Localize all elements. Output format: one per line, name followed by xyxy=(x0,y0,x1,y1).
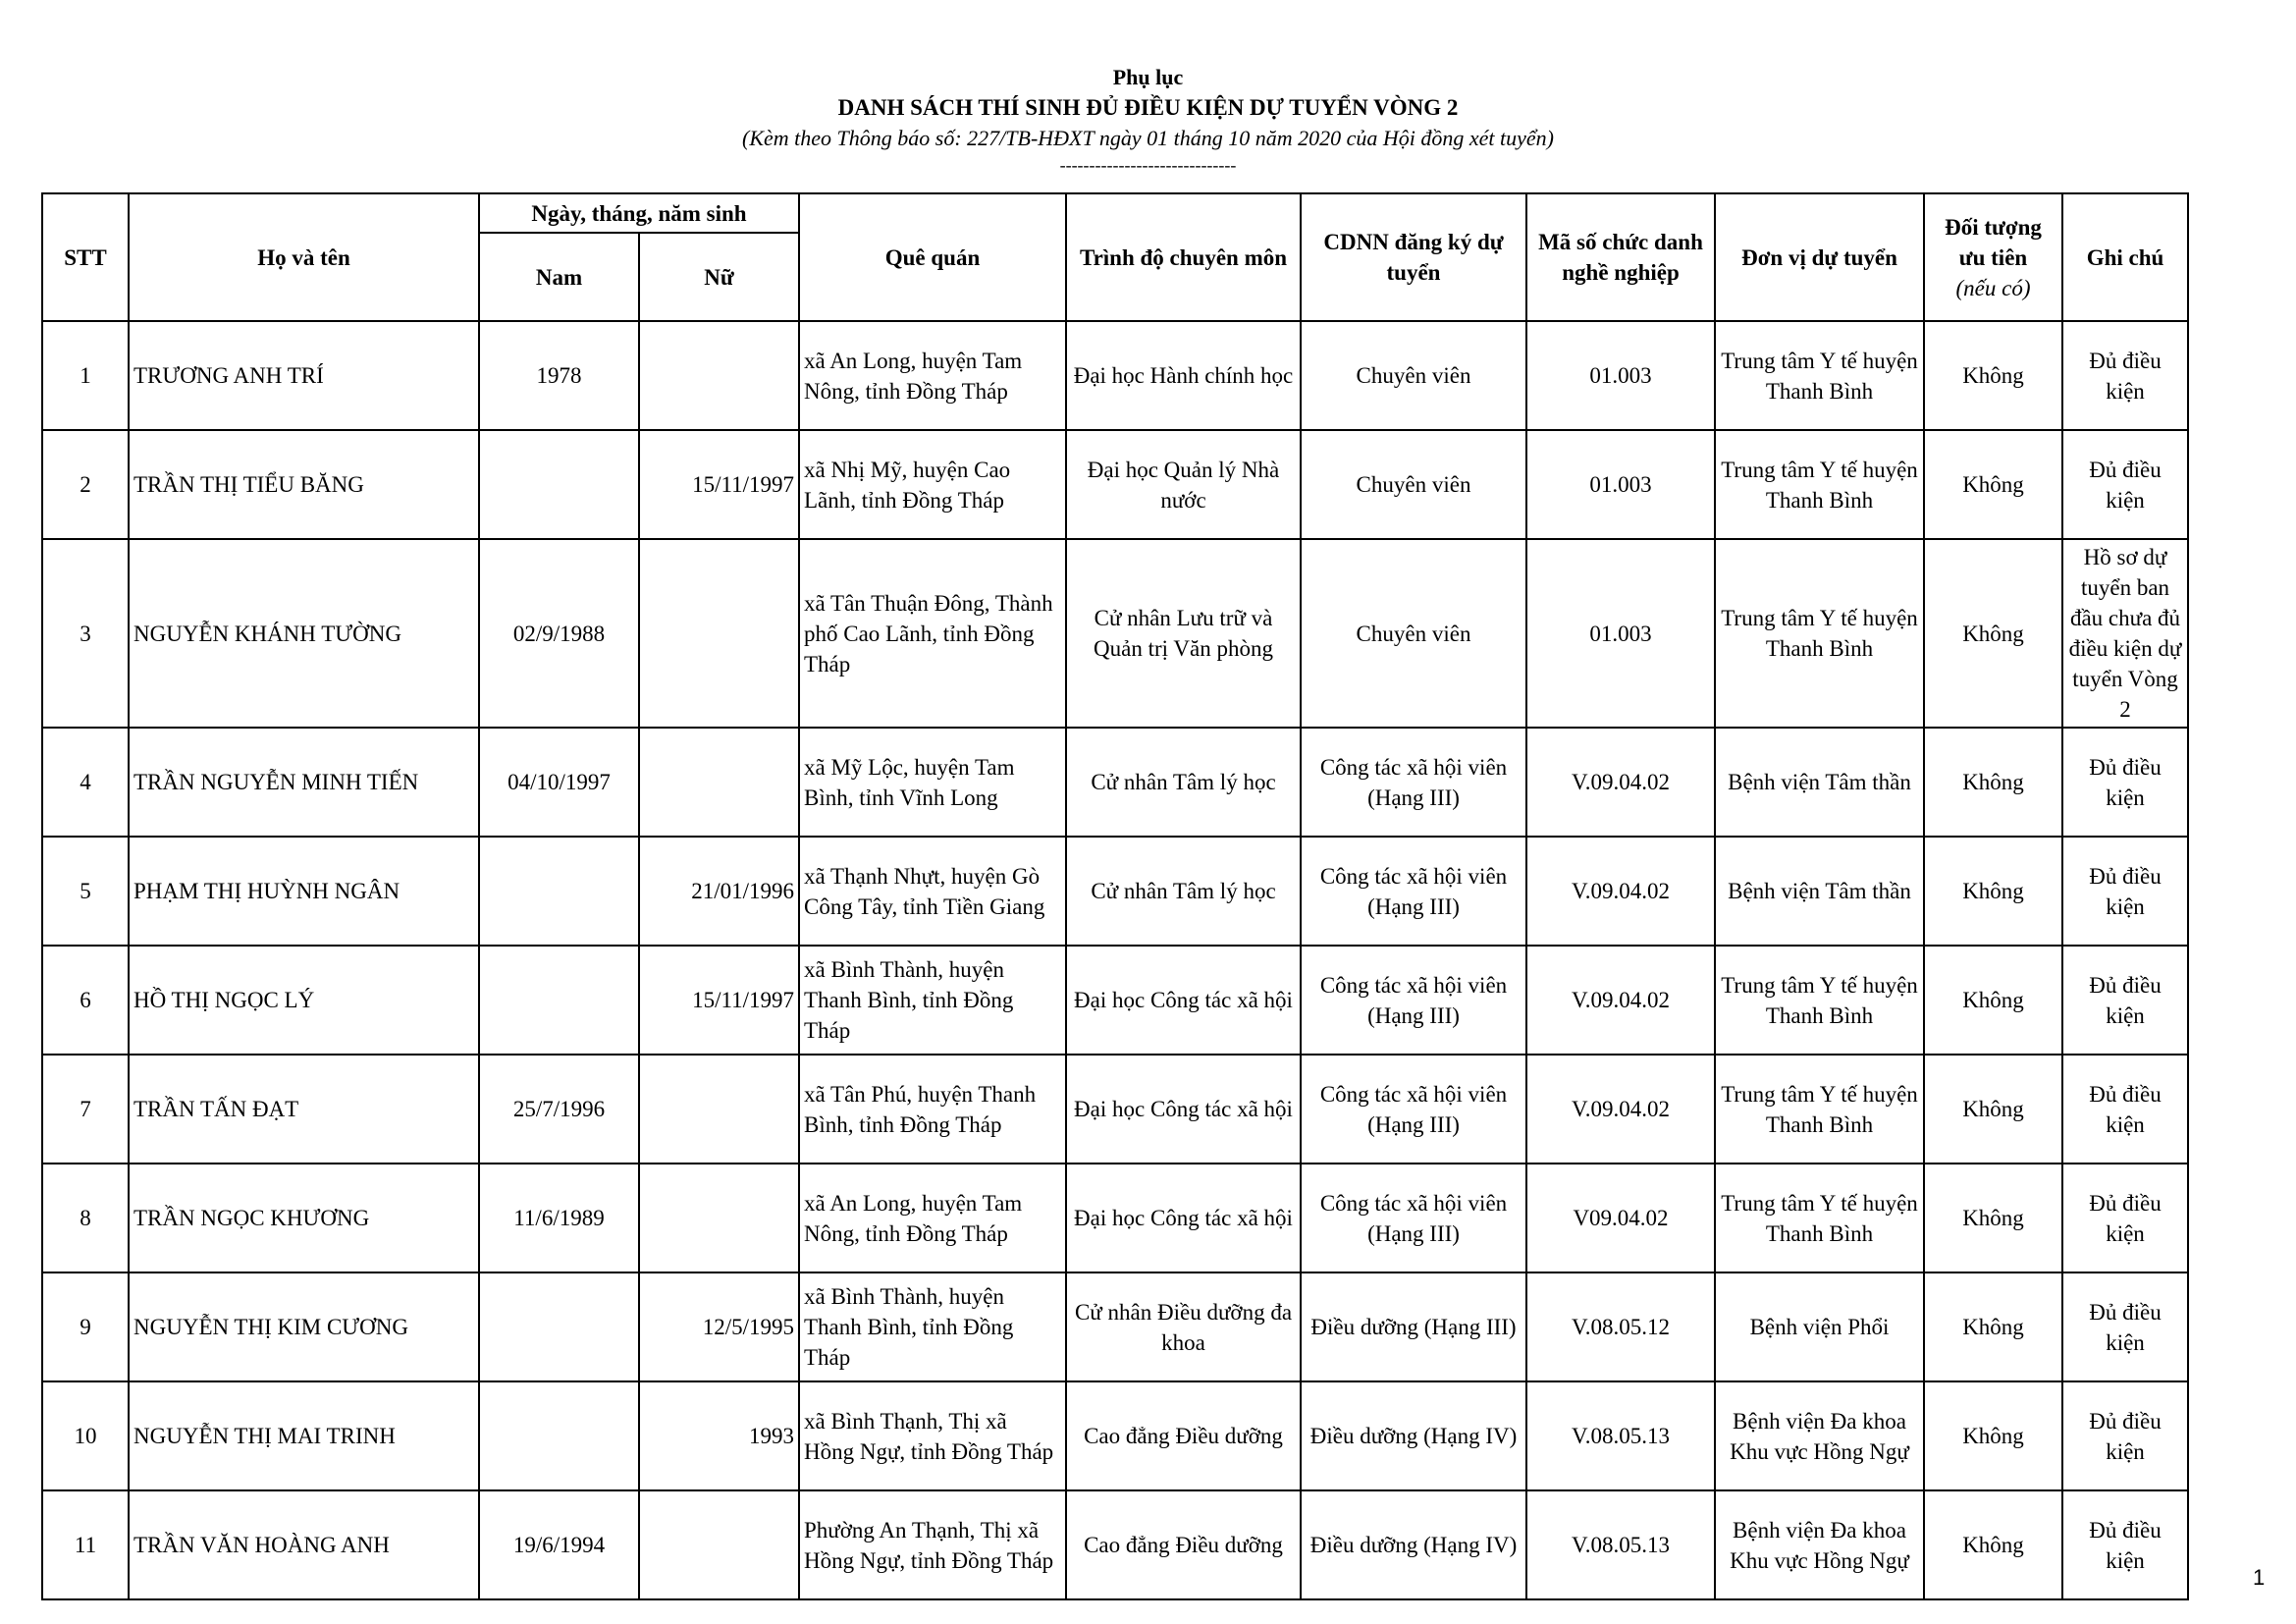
cell-priority: Không xyxy=(1924,321,2062,430)
cell-hometown: xã An Long, huyện Tam Nông, tỉnh Đồng Tháp xyxy=(799,321,1066,430)
cell-male-dob: 25/7/1996 xyxy=(479,1055,639,1164)
cell-name: PHẠM THỊ HUỲNH NGÂN xyxy=(129,837,479,946)
cell-name: NGUYỄN THỊ KIM CƯƠNG xyxy=(129,1272,479,1381)
cell-note: Đủ điều kiện xyxy=(2062,1381,2188,1490)
cell-stt: 6 xyxy=(42,946,129,1055)
page-number: 1 xyxy=(2253,1565,2266,1590)
cell-hometown: xã Nhị Mỹ, huyện Cao Lãnh, tỉnh Đồng Tháp xyxy=(799,430,1066,539)
cell-male-dob: 19/6/1994 xyxy=(479,1490,639,1599)
cell-male-dob xyxy=(479,430,639,539)
cell-cdnn: Công tác xã hội viên (Hạng III) xyxy=(1301,1164,1526,1272)
cell-unit: Trung tâm Y tế huyện Thanh Bình xyxy=(1715,1055,1924,1164)
cell-name: TRƯƠNG ANH TRÍ xyxy=(129,321,479,430)
cell-female-dob xyxy=(639,321,799,430)
cell-hometown: xã An Long, huyện Tam Nông, tỉnh Đồng Tháp xyxy=(799,1164,1066,1272)
col-header-note: Ghi chú xyxy=(2062,193,2188,321)
cell-note: Đủ điều kiện xyxy=(2062,430,2188,539)
cell-female-dob: 12/5/1995 xyxy=(639,1272,799,1381)
table-row xyxy=(42,946,2188,1055)
cell-code: 01.003 xyxy=(1526,539,1715,728)
cell-female-dob xyxy=(639,1490,799,1599)
col-header-dob: Ngày, tháng, năm sinh xyxy=(479,193,799,233)
cell-code: 01.003 xyxy=(1526,321,1715,430)
table-row xyxy=(42,1272,2188,1381)
col-header-female: Nữ xyxy=(639,233,799,321)
cell-unit: Bệnh viện Tâm thần xyxy=(1715,837,1924,946)
cell-degree: Đại học Công tác xã hội xyxy=(1066,1055,1301,1164)
cell-hometown: xã Mỹ Lộc, huyện Tam Bình, tỉnh Vĩnh Long xyxy=(799,728,1066,837)
cell-note: Đủ điều kiện xyxy=(2062,1164,2188,1272)
cell-name: NGUYỄN THỊ MAI TRINH xyxy=(129,1381,479,1490)
cell-priority: Không xyxy=(1924,728,2062,837)
cell-hometown: Phường An Thạnh, Thị xã Hồng Ngự, tỉnh Đồng Tháp xyxy=(799,1490,1066,1599)
candidate-table xyxy=(41,192,2189,1600)
col-header-code: Mã số chức danh nghề nghiệp xyxy=(1526,193,1715,321)
cell-stt: 1 xyxy=(42,321,129,430)
priority-note: (nếu có) xyxy=(1955,275,2031,300)
table-row xyxy=(42,539,2188,728)
table-header xyxy=(42,193,2188,321)
cell-hometown: xã Bình Thành, huyện Thanh Bình, tỉnh Đồng Tháp xyxy=(799,946,1066,1055)
table-body xyxy=(42,321,2188,1599)
cell-female-dob: 15/11/1997 xyxy=(639,430,799,539)
table-row xyxy=(42,1490,2188,1599)
cell-note: Đủ điều kiện xyxy=(2062,1055,2188,1164)
cell-degree: Cao đẳng Điều dưỡng xyxy=(1066,1381,1301,1490)
col-header-priority xyxy=(1924,193,2062,321)
col-header-degree: Trình độ chuyên môn xyxy=(1066,193,1301,321)
cell-male-dob xyxy=(479,946,639,1055)
col-header-hometown: Quê quán xyxy=(799,193,1066,321)
cell-cdnn: Điều dưỡng (Hạng III) xyxy=(1301,1272,1526,1381)
cell-stt: 3 xyxy=(42,539,129,728)
cell-code: V.09.04.02 xyxy=(1526,728,1715,837)
cell-note: Đủ điều kiện xyxy=(2062,1272,2188,1381)
cell-note: Đủ điều kiện xyxy=(2062,946,2188,1055)
table-row xyxy=(42,837,2188,946)
cell-female-dob xyxy=(639,728,799,837)
cell-unit: Trung tâm Y tế huyện Thanh Bình xyxy=(1715,1164,1924,1272)
cell-male-dob: 02/9/1988 xyxy=(479,539,639,728)
cell-unit: Bệnh viện Đa khoa Khu vực Hồng Ngự xyxy=(1715,1381,1924,1490)
cell-degree: Cao đẳng Điều dưỡng xyxy=(1066,1490,1301,1599)
cell-priority: Không xyxy=(1924,946,2062,1055)
cell-cdnn: Chuyên viên xyxy=(1301,539,1526,728)
cell-name: HỒ THỊ NGỌC LÝ xyxy=(129,946,479,1055)
cell-female-dob: 1993 xyxy=(639,1381,799,1490)
cell-stt: 5 xyxy=(42,837,129,946)
cell-priority: Không xyxy=(1924,1055,2062,1164)
table-row xyxy=(42,1055,2188,1164)
cell-code: 01.003 xyxy=(1526,430,1715,539)
table-row xyxy=(42,1381,2188,1490)
appendix-title: Phụ lục xyxy=(1112,65,1184,89)
cell-cdnn: Chuyên viên xyxy=(1301,321,1526,430)
cell-degree: Đại học Quản lý Nhà nước xyxy=(1066,430,1301,539)
cell-unit: Trung tâm Y tế huyện Thanh Bình xyxy=(1715,430,1924,539)
cell-unit: Trung tâm Y tế huyện Thanh Bình xyxy=(1715,539,1924,728)
cell-stt: 4 xyxy=(42,728,129,837)
cell-note: Hồ sơ dự tuyển ban đầu chưa đủ điều kiện dự tuyển Vòng 2 xyxy=(2062,539,2188,728)
cell-unit: Bệnh viện Phổi xyxy=(1715,1272,1924,1381)
cell-degree: Cử nhân Điều dưỡng đa khoa xyxy=(1066,1272,1301,1381)
table-row xyxy=(42,321,2188,430)
col-header-cdnn: CDNN đăng ký dự tuyển xyxy=(1301,193,1526,321)
priority-label: Đối tượng ưu tiên xyxy=(1945,214,2042,270)
cell-degree: Cử nhân Tâm lý học xyxy=(1066,837,1301,946)
cell-priority: Không xyxy=(1924,430,2062,539)
cell-priority: Không xyxy=(1924,837,2062,946)
cell-cdnn: Chuyên viên xyxy=(1301,430,1526,539)
cell-female-dob: 15/11/1997 xyxy=(639,946,799,1055)
cell-hometown: xã Bình Thạnh, Thị xã Hồng Ngự, tỉnh Đồng Tháp xyxy=(799,1381,1066,1490)
cell-code: V.08.05.13 xyxy=(1526,1381,1715,1490)
cell-note: Đủ điều kiện xyxy=(2062,321,2188,430)
cell-unit: Bệnh viện Đa khoa Khu vực Hồng Ngự xyxy=(1715,1490,1924,1599)
cell-hometown: xã Tân Phú, huyện Thanh Bình, tỉnh Đồng Tháp xyxy=(799,1055,1066,1164)
cell-degree: Cử nhân Lưu trữ và Quản trị Văn phòng xyxy=(1066,539,1301,728)
cell-unit: Trung tâm Y tế huyện Thanh Bình xyxy=(1715,321,1924,430)
cell-female-dob xyxy=(639,1164,799,1272)
cell-name: TRẦN THỊ TIỂU BĂNG xyxy=(129,430,479,539)
cell-hometown: xã Thạnh Nhựt, huyện Gò Công Tây, tỉnh Tiền Giang xyxy=(799,837,1066,946)
col-header-name: Họ và tên xyxy=(129,193,479,321)
cell-cdnn: Điều dưỡng (Hạng IV) xyxy=(1301,1490,1526,1599)
cell-unit: Trung tâm Y tế huyện Thanh Bình xyxy=(1715,946,1924,1055)
cell-male-dob: 11/6/1989 xyxy=(479,1164,639,1272)
cell-stt: 11 xyxy=(42,1490,129,1599)
cell-female-dob xyxy=(639,1055,799,1164)
cell-degree: Đại học Công tác xã hội xyxy=(1066,1164,1301,1272)
cell-note: Đủ điều kiện xyxy=(2062,1490,2188,1599)
table-row xyxy=(42,1164,2188,1272)
col-header-unit: Đơn vị dự tuyển xyxy=(1715,193,1924,321)
cell-degree: Đại học Hành chính học xyxy=(1066,321,1301,430)
cell-cdnn: Công tác xã hội viên (Hạng III) xyxy=(1301,1055,1526,1164)
cell-name: NGUYỄN KHÁNH TƯỜNG xyxy=(129,539,479,728)
cell-priority: Không xyxy=(1924,1272,2062,1381)
cell-male-dob: 1978 xyxy=(479,321,639,430)
cell-stt: 8 xyxy=(42,1164,129,1272)
cell-hometown: xã Tân Thuận Đông, Thành phố Cao Lãnh, tỉnh Đồng Tháp xyxy=(799,539,1066,728)
cell-female-dob xyxy=(639,539,799,728)
document-main-title: DANH SÁCH THÍ SINH ĐỦ ĐIỀU KIỆN DỰ TUYỂN VÒNG 2 xyxy=(837,95,1459,120)
cell-code: V.09.04.02 xyxy=(1526,946,1715,1055)
cell-unit: Bệnh viện Tâm thần xyxy=(1715,728,1924,837)
cell-male-dob: 04/10/1997 xyxy=(479,728,639,837)
cell-stt: 10 xyxy=(42,1381,129,1490)
cell-note: Đủ điều kiện xyxy=(2062,728,2188,837)
cell-code: V.09.04.02 xyxy=(1526,837,1715,946)
cell-stt: 9 xyxy=(42,1272,129,1381)
cell-name: TRẦN NGỌC KHƯƠNG xyxy=(129,1164,479,1272)
table-row xyxy=(42,430,2188,539)
cell-code: V.08.05.12 xyxy=(1526,1272,1715,1381)
cell-cdnn: Công tác xã hội viên (Hạng III) xyxy=(1301,946,1526,1055)
cell-priority: Không xyxy=(1924,1381,2062,1490)
cell-cdnn: Công tác xã hội viên (Hạng III) xyxy=(1301,837,1526,946)
cell-name: TRẦN NGUYỄN MINH TIẾN xyxy=(129,728,479,837)
cell-note: Đủ điều kiện xyxy=(2062,837,2188,946)
cell-priority: Không xyxy=(1924,1164,2062,1272)
document-subtitle: (Kèm theo Thông báo số: 227/TB-HĐXT ngày 01 tháng 10 năm 2020 của Hội đồng xét tuyển) xyxy=(742,126,1554,150)
col-header-stt: STT xyxy=(42,193,129,321)
cell-name: TRẦN VĂN HOÀNG ANH xyxy=(129,1490,479,1599)
cell-priority: Không xyxy=(1924,1490,2062,1599)
cell-stt: 7 xyxy=(42,1055,129,1164)
cell-cdnn: Công tác xã hội viên (Hạng III) xyxy=(1301,728,1526,837)
cell-stt: 2 xyxy=(42,430,129,539)
cell-male-dob xyxy=(479,1381,639,1490)
cell-code: V09.04.02 xyxy=(1526,1164,1715,1272)
cell-male-dob xyxy=(479,837,639,946)
col-header-male: Nam xyxy=(479,233,639,321)
cell-code: V.09.04.02 xyxy=(1526,1055,1715,1164)
cell-hometown: xã Bình Thành, huyện Thanh Bình, tỉnh Đồng Tháp xyxy=(799,1272,1066,1381)
cell-degree: Cử nhân Tâm lý học xyxy=(1066,728,1301,837)
cell-male-dob xyxy=(479,1272,639,1381)
cell-female-dob: 21/01/1996 xyxy=(639,837,799,946)
cell-code: V.08.05.13 xyxy=(1526,1490,1715,1599)
cell-name: TRẦN TẤN ĐẠT xyxy=(129,1055,479,1164)
cell-priority: Không xyxy=(1924,539,2062,728)
cell-degree: Đại học Công tác xã hội xyxy=(1066,946,1301,1055)
table-row xyxy=(42,728,2188,837)
title-divider: ------------------------------ xyxy=(1059,155,1237,175)
cell-cdnn: Điều dưỡng (Hạng IV) xyxy=(1301,1381,1526,1490)
